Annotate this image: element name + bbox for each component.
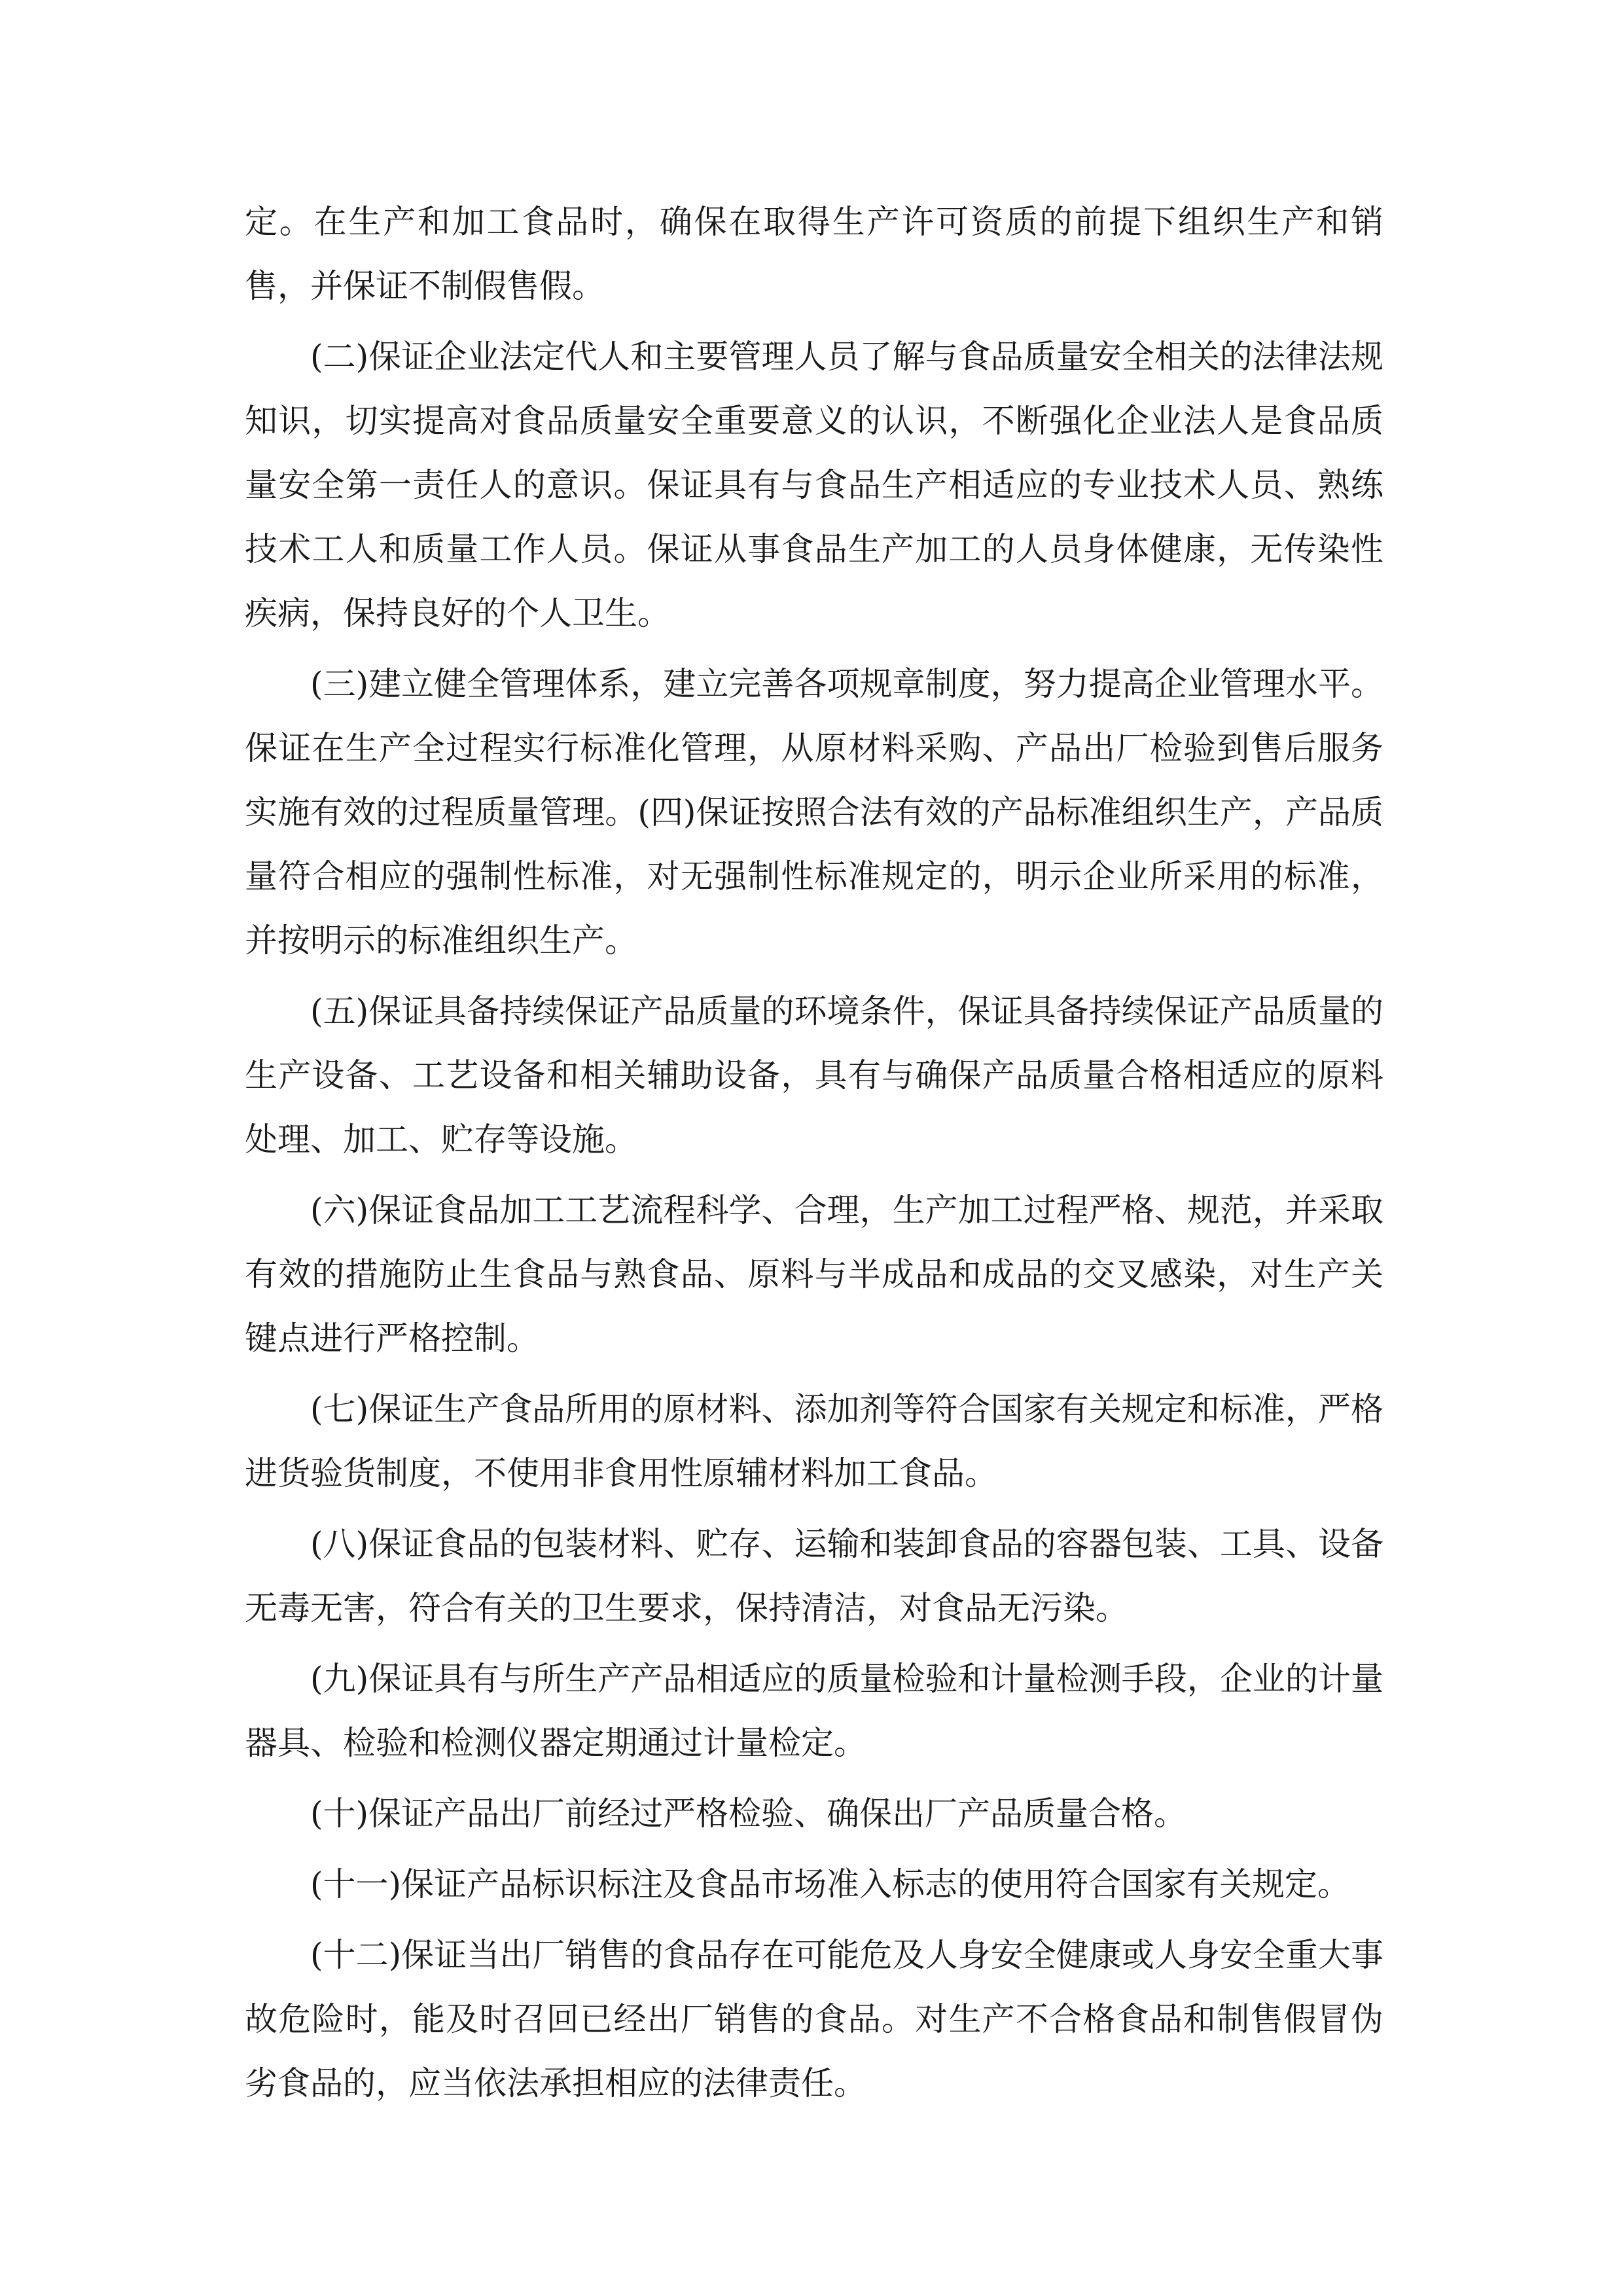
paragraph-item-2: (二)保证企业法定代人和主要管理人员了解与食品质量安全相关的法律法规知识，切实提高对食品质量安全重要意义的认识，不断强化企业法人是食品质量安全第一责任人的意识。保证具有与食品生产相适应的专业技术人员、熟练技术工人和质量工作人员。保证从事食品生产加工的人员身体健康，无传染性疾病，保持良好的个人卫生。 [245,338,1383,632]
paragraph-continuation: 定。在生产和加工食品时，确保在取得生产许可资质的前提下组织生产和销售，并保证不制假售假。 [245,203,1383,305]
paragraph-item-7: (七)保证生产食品所用的原材料、添加剂等符合国家有关规定和标准，严格进货验货制度，不使用非食用性原辅材料加工食品。 [245,1390,1383,1492]
paragraph-item-11: (十一)保证产品标识标注及食品市场准入标志的使用符合国家有关规定。 [310,1865,1351,1903]
paragraph-item-6: (六)保证食品加工工艺流程科学、合理，生产加工过程严格、规范，并采取有效的措施防止生食品与熟食品、原料与半成品和成品的交叉感染，对生产关键点进行严格控制。 [245,1191,1383,1357]
paragraph-item-8: (八)保证食品的包装材料、贮存、运输和装卸食品的容器包装、工具、设备无毒无害，符合有关的卫生要求，保持清洁，对食品无污染。 [245,1525,1383,1627]
paragraph-item-5: (五)保证具备持续保证产品质量的环境条件，保证具备持续保证产品质量的生产设备、工艺设备和相关辅助设备，具有与确保产品质量合格相适应的原料处理、加工、贮存等设施。 [245,992,1383,1158]
paragraph-item-3-4: (三)建立健全管理体系，建立完善各项规章制度，努力提高企业管理水平。保证在生产全过程实行标准化管理，从原材料采购、产品出厂检验到售后服务实施有效的过程质量管理。(四)保证按照合法有效的产品标准组织生产，产品质量符合相应的强制性标准，对无强制性标准规定的，明示企业所采用的标准，并按明示的标准组织生产。 [245,665,1383,960]
paragraph-item-10: (十)保证产品出厂前经过严格检验、确保出厂产品质量合格。 [310,1795,1187,1833]
document-page [245,190,1383,2122]
paragraph-item-12: (十二)保证当出厂销售的食品存在可能危及人身安全健康或人身安全重大事故危险时，能及时召回已经出厂销售的食品。对生产不合格食品和制售假冒伪劣食品的，应当依法承担相应的法律责任。 [245,1936,1383,2102]
paragraph-item-9: (九)保证具有与所生产产品相适应的质量检验和计量检测手段，企业的计量器具、检验和检测仪器定期通过计量检定。 [245,1660,1383,1762]
